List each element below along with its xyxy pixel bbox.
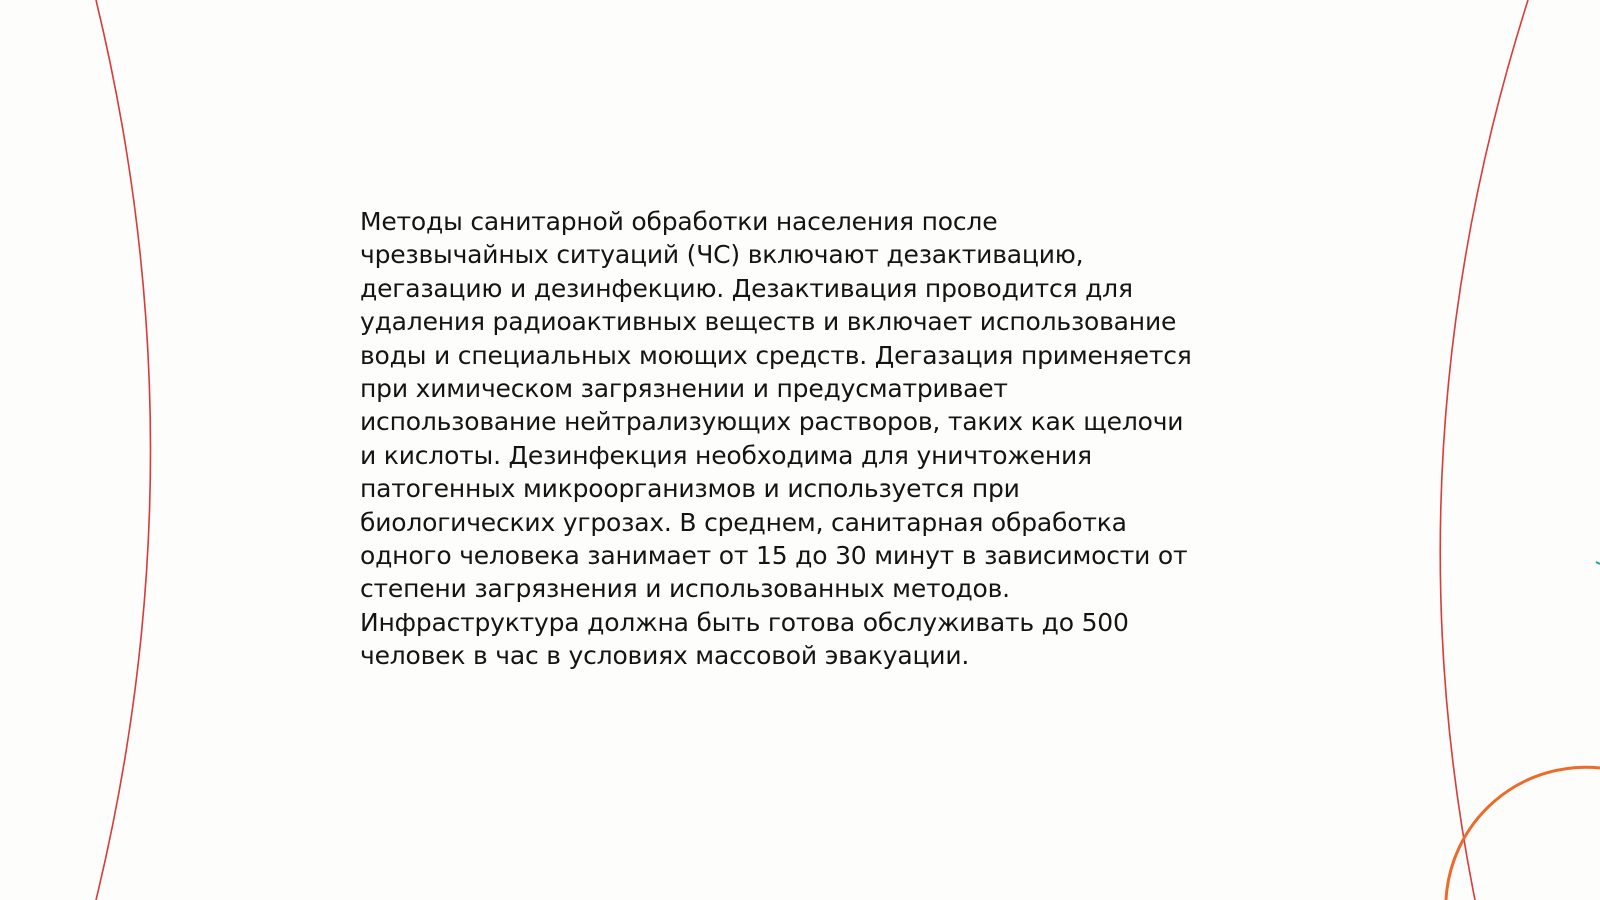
slide-body-text: Методы санитарной обработки населения после чрезвычайных ситуаций (ЧС) включают дезактивацию, дегазацию и дезинфекцию. Дезактивация проводится для удаления радиоактивных веществ и включает использование воды и специальных моющих средств. Дегазация применяется при химическом загрязнении и предусматривает использование нейтрализующих растворов, таких как щелочи и кислоты. Дезинфекция необходима для уничтожения патогенных микроорганизмов и используется при биологических угрозах. В среднем, санитарная обработка одного человека занимает от 15 до 30 минут в зависимости от степени загрязнения и использованных методов. Инфраструктура должна быть готова обслуживать до 500 человек в час в условиях массовой эвакуации. [360,207,1192,671]
orange-circle-arc [1446,767,1600,900]
left-arc-line [96,0,151,900]
teal-accent-mark [1596,562,1600,564]
right-arc-line [1440,0,1528,900]
